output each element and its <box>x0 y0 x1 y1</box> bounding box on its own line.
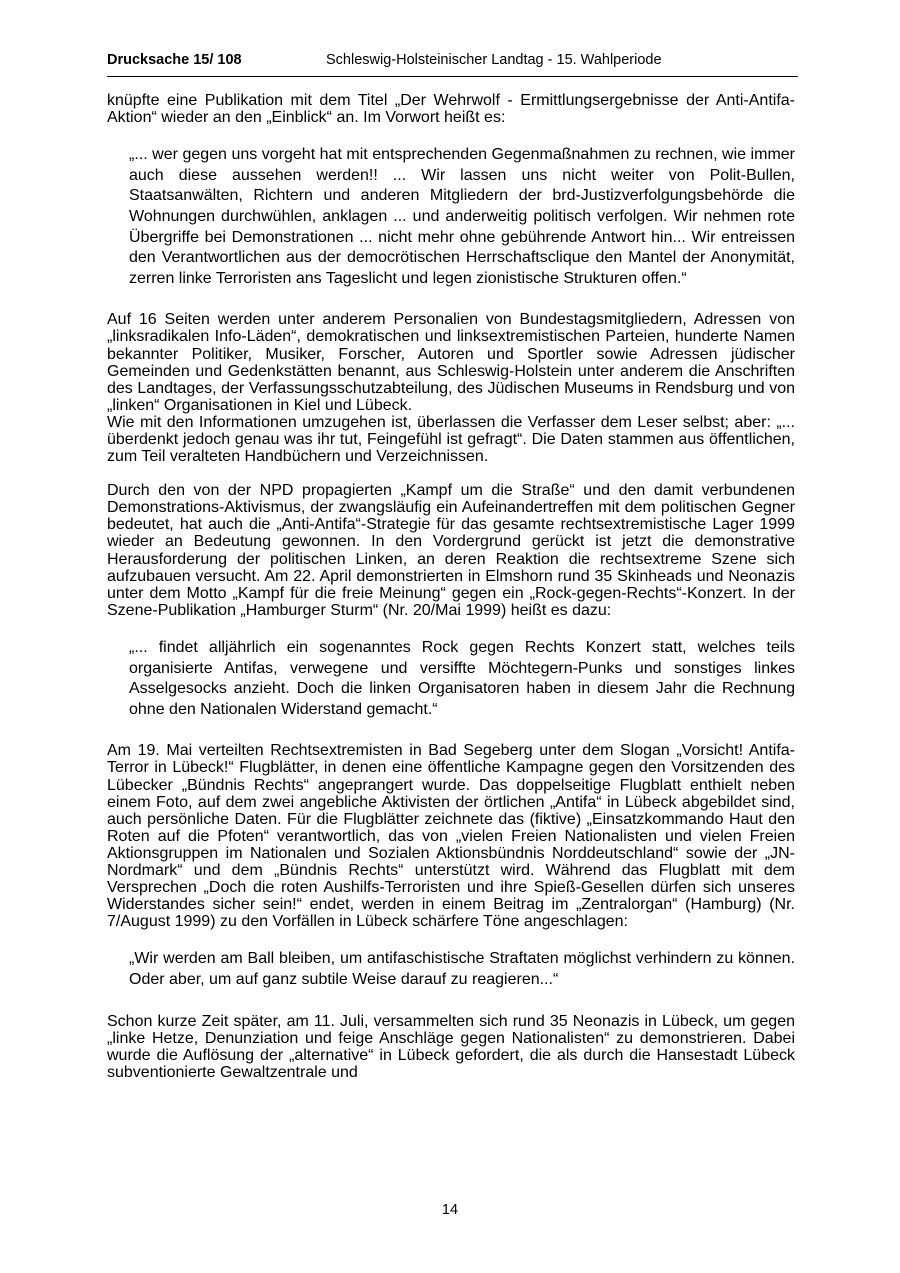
block-quote: „... wer gegen uns vorgeht hat mit entsprechenden Gegenmaßnahmen zu rechnen, wie immer auch diese aussehen werden!! ... Wir lassen uns nicht weiter von Polit-Bullen, Staatsanwälten, Richtern und anderen Mitgliedern der brd-Justizverfolgungsbehörde die Wohnungen durchwühlen, anklagen ... und anderweitig politisch verfolgen. Wir nehmen rote Übergriffe bei Demonstrationen ... nicht mehr ohne gebührende Antwort hin... Wir entreissen den Verantwortlichen aus der democrötischen Herrschaftsclique den Mantel der Anonymität, zerren linke Terroristen ans Tageslicht und legen zionistische Strukturen offen.“ <box>129 146 795 287</box>
paragraph: Durch den von der NPD propagierten „Kampf um die Straße“ und den damit verbundenen Demonstrations-Aktivismus, der zwangsläufig ein Aufeinandertreffen mit dem politischen Gegner bedeutet, hat auch die „Anti-Antifa“-Strategie für das gesamte rechtsextremistische Lager 1999 wieder an Bedeutung gewonnen. In den Vordergrund gerückt ist jetzt die demonstrative Herausforderung der politischen Linken, an deren Reaktion die rechtsextreme Szene sich aufzubauen versucht. Am 22. April demonstrierten in Elmshorn rund 35 Skinheads und Neonazis unter dem Motto „Kampf für die freie Meinung“ gegen ein „Rock-gegen-Rechts“-Konzert. In der Szene-Publikation „Hamburger Sturm“ (Nr. 20/Mai 1999) heißt es dazu: <box>107 482 795 619</box>
page-header <box>107 52 798 77</box>
paragraph: Am 19. Mai verteilten Rechtsextremisten in Bad Segeberg unter dem Slogan „Vorsicht! Antifa-Terror in Lübeck!“ Flugblätter, in denen eine öffentliche Kampagne gegen den Vorsitzenden des Lübecker „Bündnis Rechts“ angeprangert wurde. Das doppelseitige Flugblatt enthielt neben einem Foto, auf dem zwei angebliche Aktivisten der örtlichen „Antifa“ in Lübeck abgebildet sind, auch persönliche Daten. Für die Flugblätter zeichnete das (fiktive) „Einsatzkommando Haut den Roten auf die Pfoten“ verantwortlich, das von „vielen Freien Nationalisten und vielen Freien Aktionsgruppen im Nationalen und Sozialen Aktionsbündnis Norddeutschland“ sowie der „JN-Nordmark“ und dem „Bündnis Rechts“ unterstützt wird. Während das Flugblatt mit dem Versprechen „Doch die roten Aushilfs-Terroristen und ihre Spieß-Gesellen dürfen sich unseres Widerstandes sicher sein!“ endet, werden in einem Beitrag im „Zentralorgan“ (Hamburg) (Nr. 7/August 1999) zu den Vorfällen in Lübeck schärfere Töne angeschlagen: <box>107 742 795 931</box>
block-quote: „Wir werden am Ball bleiben, um antifaschistische Straftaten möglichst verhindern zu können. Oder aber, um auf ganz subtile Weise darauf zu reagieren...“ <box>129 950 795 988</box>
block-quote: „... findet alljährlich ein sogenanntes Rock gegen Rechts Konzert statt, welches teils organisierte Antifas, verwegene und versiffte Möchtegern-Punks und sonstiges linkes Asselgesocks anzieht. Doch die linken Organisatoren haben in diesem Jahr die Rechnung ohne den Nationalen Widerstand gemacht.“ <box>129 638 795 718</box>
paragraph: Wie mit den Informationen umzugehen ist, überlassen die Verfasser dem Leser selbst; aber: „... überdenkt jedoch genau was ihr tut, Feingefühl ist gefragt“. Die Daten stammen aus öffentlichen, zum Teil veralteten Handbüchern und Verzeichnissen. <box>107 413 795 466</box>
page-body <box>107 92 795 1081</box>
paragraph: Schon kurze Zeit später, am 11. Juli, versammelten sich rund 35 Neonazis in Lübeck, um gegen „linke Hetze, Denunziation und feige Anschläge gegen Nationalisten“ zu demonstrieren. Dabei wurde die Auflösung der „alternative“ in Lübeck gefordert, die als durch die Hansestadt Lübeck subventionierte Gewaltzentrale und <box>107 1012 795 1081</box>
paragraph: knüpfte eine Publikation mit dem Titel „Der Wehrwolf - Ermittlungsergebnisse der Anti-Antifa-Aktion“ wieder an den „Einblick“ an. Im Vorwort heißt es: <box>107 92 795 127</box>
page-number: 14 <box>441 1202 459 1218</box>
paragraph: Auf 16 Seiten werden unter anderem Personalien von Bundestagsmitgliedern, Adressen von „linksradikalen Info-Läden“, demokratischen und linksextremistischen Parteien, hunderte Namen bekannter Politiker, Musiker, Forscher, Autoren und Sportler sowie Adressen jüdischer Gemeinden und Gedenkstätten benannt, aus Schleswig-Holstein unter anderem die Anschriften des Landtages, der Verfassungsschutzabteilung, des Jüdischen Museums in Rendsburg und von „linken“ Organisationen in Kiel und Lübeck. <box>107 311 795 414</box>
header-title: Schleswig-Holsteinischer Landtag - 15. Wahlperiode <box>326 52 662 68</box>
document-number: Drucksache 15/ 108 <box>107 52 242 68</box>
